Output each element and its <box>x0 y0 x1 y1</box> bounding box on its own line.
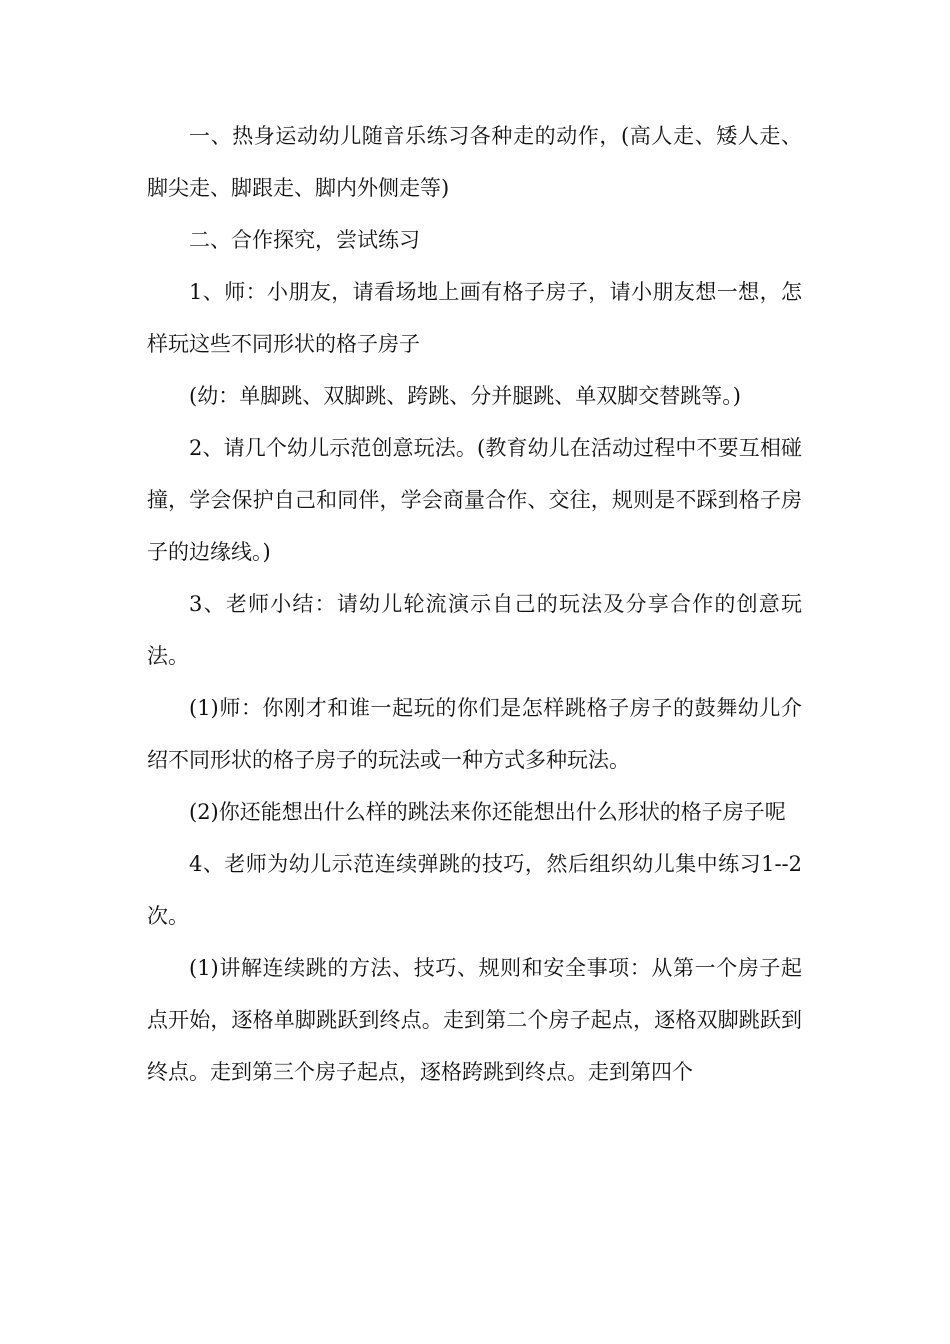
paragraph-warmup: 一、热身运动幼儿随音乐练习各种走的动作，(高人走、矮人走、脚尖走、脚跟走、脚内外侧走等) <box>147 124 802 200</box>
paragraph-step-3-sub-2: (2)你还能想出什么样的跳法来你还能想出什么形状的格子房子呢 <box>189 800 786 824</box>
paragraph-step-1: 1、师：小朋友，请看场地上画有格子房子，请小朋友想一想，怎样玩这些不同形状的格子房子 <box>147 280 802 356</box>
paragraph-step-4: 4、老师为幼儿示范连续弹跳的技巧，然后组织幼儿集中练习1--2次。 <box>147 852 802 928</box>
paragraph-step-3: 3、老师小结：请幼儿轮流演示自己的玩法及分享合作的创意玩法。 <box>147 592 802 668</box>
paragraph-section-two-heading: 二、合作探究，尝试练习 <box>189 228 420 252</box>
paragraph-step-3-sub-1: (1)师：你刚才和谁一起玩的你们是怎样跳格子房子的鼓舞幼儿介绍不同形状的格子房子的玩法或一种方式多种玩法。 <box>147 696 802 772</box>
document-body <box>147 110 802 1098</box>
paragraph-children-answer: (幼：单脚跳、双脚跳、跨跳、分并腿跳、单双脚交替跳等。) <box>189 384 741 408</box>
paragraph-step-2: 2、请几个幼儿示范创意玩法。(教育幼儿在活动过程中不要互相碰撞，学会保护自己和同伴，学会商量合作、交往，规则是不踩到格子房子的边缘线。) <box>147 436 802 564</box>
paragraph-step-4-sub-1: (1)讲解连续跳的方法、技巧、规则和安全事项：从第一个房子起点开始，逐格单脚跳跃到终点。走到第二个房子起点，逐格双脚跳跃到终点。走到第三个房子起点，逐格跨跳到终点。走到第四个 <box>147 956 802 1084</box>
